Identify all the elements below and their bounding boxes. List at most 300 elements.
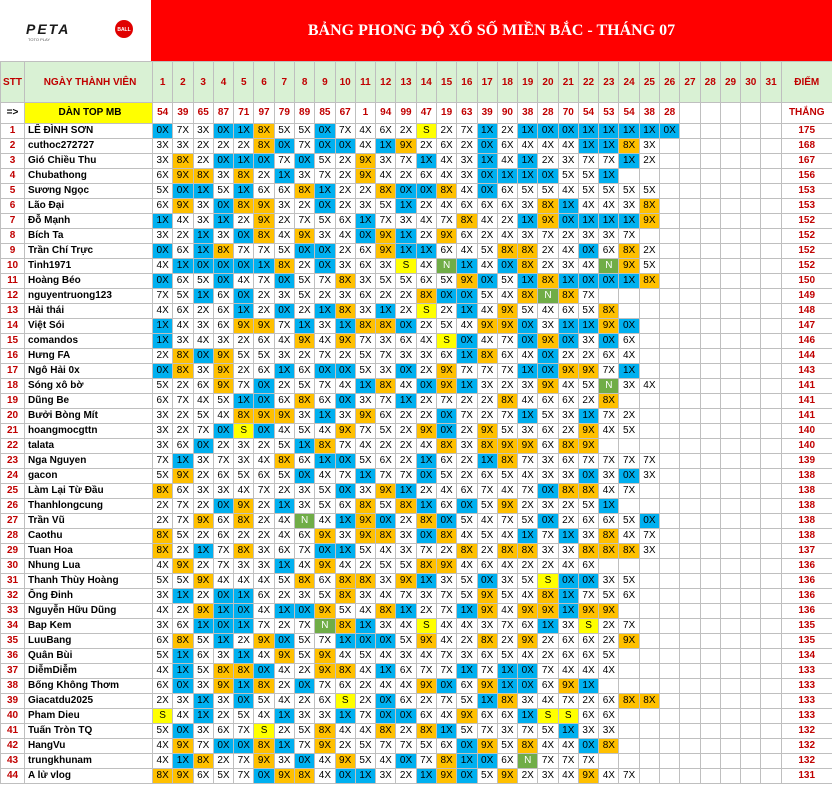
day-cell xyxy=(700,349,720,364)
day-cell: 4X xyxy=(599,484,619,499)
day-cell xyxy=(680,334,700,349)
day-cell: 5X xyxy=(457,724,477,739)
day-cell: 3X xyxy=(558,409,578,424)
day-cell: S xyxy=(396,259,416,274)
day-cell: 2X xyxy=(538,559,558,574)
day-cell: 6X xyxy=(376,124,396,139)
day-cell: 8X xyxy=(436,529,456,544)
day-cell: 4X xyxy=(578,664,598,679)
day-cell: 5X xyxy=(376,559,396,574)
dan-top-number: 71 xyxy=(234,103,254,124)
day-cell: 1X xyxy=(578,409,598,424)
day-cell: 8X xyxy=(294,769,314,784)
day-cell: 5X xyxy=(376,274,396,289)
day-cell: 6X xyxy=(193,769,213,784)
day-cell xyxy=(660,154,680,169)
day-cell: 8X xyxy=(335,619,355,634)
day-cell: 0X xyxy=(213,499,233,514)
day-cell: 5X xyxy=(355,349,375,364)
day-cell xyxy=(680,379,700,394)
day-cell xyxy=(761,184,781,199)
day-cell: 0X xyxy=(457,769,477,784)
day-cell: 7X xyxy=(477,484,497,499)
day-cell xyxy=(639,289,659,304)
member-name: Trần Chí Trực xyxy=(25,244,153,259)
day-cell: 3X xyxy=(213,229,233,244)
day-cell xyxy=(741,394,761,409)
day-cell: 6X xyxy=(294,529,314,544)
day-cell xyxy=(639,364,659,379)
day-cell xyxy=(660,229,680,244)
day-cell xyxy=(741,379,761,394)
day-cell: 2X xyxy=(173,229,193,244)
member-name: Đỗ Mạnh xyxy=(25,214,153,229)
day-cell: 5X xyxy=(335,604,355,619)
row-stt: 33 xyxy=(1,604,25,619)
day-cell xyxy=(720,649,740,664)
day-cell: 2X xyxy=(274,484,294,499)
table-row xyxy=(1,364,832,379)
day-cell: 1X xyxy=(335,514,355,529)
day-cell xyxy=(741,499,761,514)
day-cell xyxy=(700,184,720,199)
day-cell xyxy=(741,274,761,289)
day-cell: 7X xyxy=(355,334,375,349)
day-cell: 2X xyxy=(294,259,314,274)
day-cell: 1X xyxy=(335,634,355,649)
day-cell: 7X xyxy=(396,739,416,754)
day-cell: 5X xyxy=(578,184,598,199)
day-cell: 7X xyxy=(436,394,456,409)
row-score: 153 xyxy=(781,184,832,199)
member-name: Dũng Be xyxy=(25,394,153,409)
day-cell: 3X xyxy=(416,349,436,364)
day-cell xyxy=(639,439,659,454)
col-header-day: 16 xyxy=(457,62,477,103)
day-cell: S xyxy=(416,304,436,319)
day-cell: 6X xyxy=(193,379,213,394)
day-cell: 2X xyxy=(558,229,578,244)
day-cell xyxy=(720,484,740,499)
day-cell: 8X xyxy=(518,544,538,559)
day-cell xyxy=(741,409,761,424)
day-cell: 6X xyxy=(153,634,173,649)
day-cell: 6X xyxy=(558,454,578,469)
day-cell: 1X xyxy=(416,574,436,589)
table-row xyxy=(1,724,832,739)
day-cell: 4X xyxy=(355,724,375,739)
day-cell xyxy=(700,619,720,634)
day-cell xyxy=(680,739,700,754)
day-cell: 5X xyxy=(619,574,639,589)
day-cell: 4X xyxy=(518,469,538,484)
day-cell: 7X xyxy=(599,364,619,379)
row-score: 141 xyxy=(781,394,832,409)
day-cell: 3X xyxy=(376,334,396,349)
day-cell xyxy=(680,619,700,634)
day-cell: 5X xyxy=(376,499,396,514)
day-cell: 8X xyxy=(193,754,213,769)
day-cell: 7X xyxy=(558,694,578,709)
day-cell: 1X xyxy=(173,649,193,664)
day-cell: 8X xyxy=(153,544,173,559)
member-name: LuuBang xyxy=(25,634,153,649)
day-cell xyxy=(720,619,740,634)
day-cell xyxy=(720,319,740,334)
day-cell: 0X xyxy=(497,259,517,274)
row-score: 156 xyxy=(781,169,832,184)
day-cell: 0X xyxy=(538,124,558,139)
day-cell: 7X xyxy=(315,634,335,649)
day-cell xyxy=(720,679,740,694)
day-cell: 3X xyxy=(639,469,659,484)
day-cell xyxy=(680,274,700,289)
day-cell: 0X xyxy=(315,259,335,274)
member-name: Bưởi Bòng Mít xyxy=(25,409,153,424)
col-header-day: 24 xyxy=(619,62,639,103)
day-cell: 7X xyxy=(234,754,254,769)
day-cell: 0X xyxy=(335,364,355,379)
day-cell: 5X xyxy=(153,724,173,739)
day-cell: 7X xyxy=(234,244,254,259)
day-cell: 9X xyxy=(294,229,314,244)
day-cell: 7X xyxy=(376,349,396,364)
day-cell: 1X xyxy=(153,334,173,349)
day-cell: 3X xyxy=(153,154,173,169)
day-cell: 0X xyxy=(477,184,497,199)
day-cell: 7X xyxy=(619,619,639,634)
day-cell: 5X xyxy=(619,514,639,529)
day-cell: 2X xyxy=(396,289,416,304)
day-cell xyxy=(639,229,659,244)
day-cell: 2X xyxy=(234,214,254,229)
member-name: Thanh Thùy Hoàng xyxy=(25,574,153,589)
day-cell: 2X xyxy=(213,139,233,154)
day-cell: 4X xyxy=(335,379,355,394)
day-cell xyxy=(761,589,781,604)
day-cell xyxy=(761,724,781,739)
day-cell: 5X xyxy=(315,589,335,604)
day-cell: 8X xyxy=(153,484,173,499)
day-cell: 6X xyxy=(355,259,375,274)
day-cell xyxy=(761,319,781,334)
day-cell: 6X xyxy=(497,184,517,199)
day-cell: 6X xyxy=(396,664,416,679)
day-cell: 1X xyxy=(457,604,477,619)
day-cell xyxy=(680,514,700,529)
day-cell: 3X xyxy=(193,454,213,469)
day-cell xyxy=(761,334,781,349)
day-cell: 4X xyxy=(254,604,274,619)
day-cell: 0X xyxy=(193,259,213,274)
dan-top-number: 54 xyxy=(619,103,639,124)
day-cell xyxy=(720,604,740,619)
day-cell: 9X xyxy=(315,529,335,544)
day-cell xyxy=(741,244,761,259)
col-header-day: 11 xyxy=(355,62,375,103)
day-cell: 2X xyxy=(294,304,314,319)
day-cell: 1X xyxy=(558,199,578,214)
day-cell: 0X xyxy=(558,574,578,589)
day-cell: 0X xyxy=(477,139,497,154)
day-cell: 9X xyxy=(497,439,517,454)
day-cell xyxy=(741,739,761,754)
day-cell: 7X xyxy=(436,694,456,709)
day-cell xyxy=(639,349,659,364)
day-cell xyxy=(720,424,740,439)
day-cell: 4X xyxy=(153,739,173,754)
day-cell: 2X xyxy=(254,529,274,544)
day-cell: 7X xyxy=(254,619,274,634)
day-cell: 4X xyxy=(538,304,558,319)
day-cell xyxy=(741,484,761,499)
day-cell: S xyxy=(234,424,254,439)
day-cell xyxy=(680,124,700,139)
day-cell: 8X xyxy=(639,199,659,214)
day-cell: 3X xyxy=(234,454,254,469)
dan-top-number: 97 xyxy=(254,103,274,124)
day-cell: N xyxy=(599,379,619,394)
col-header-day: 15 xyxy=(436,62,456,103)
day-cell xyxy=(619,649,639,664)
day-cell: 4X xyxy=(234,274,254,289)
day-cell: 4X xyxy=(558,139,578,154)
day-cell: 6X xyxy=(538,394,558,409)
day-cell: 2X xyxy=(173,379,193,394)
day-cell: 4X xyxy=(355,124,375,139)
day-cell: 1X xyxy=(558,589,578,604)
day-cell: 8X xyxy=(376,319,396,334)
day-cell: 3X xyxy=(518,379,538,394)
day-cell: 4X xyxy=(376,589,396,604)
day-cell: S xyxy=(416,124,436,139)
day-cell: 6X xyxy=(436,244,456,259)
dan-top-number: 94 xyxy=(376,103,396,124)
day-cell: 8X xyxy=(497,694,517,709)
day-cell: 4X xyxy=(234,484,254,499)
day-cell: 7X xyxy=(436,214,456,229)
day-cell: 5X xyxy=(153,574,173,589)
day-cell: 4X xyxy=(254,709,274,724)
day-cell: 0X xyxy=(274,274,294,289)
day-cell: 3X xyxy=(518,694,538,709)
day-cell: 7X xyxy=(497,619,517,634)
day-cell xyxy=(700,604,720,619)
day-cell: 7X xyxy=(639,529,659,544)
day-cell: 6X xyxy=(599,514,619,529)
day-cell: 2X xyxy=(436,544,456,559)
day-cell: 1X xyxy=(173,589,193,604)
day-cell: 2X xyxy=(457,424,477,439)
day-cell: 6X xyxy=(477,199,497,214)
day-cell: 0X xyxy=(173,724,193,739)
row-score: 136 xyxy=(781,559,832,574)
day-cell: 1X xyxy=(558,274,578,289)
day-cell: 5X xyxy=(315,484,335,499)
dan-top-number: 54 xyxy=(578,103,598,124)
day-cell: 3X xyxy=(335,289,355,304)
day-cell: 9X xyxy=(355,169,375,184)
day-cell xyxy=(680,409,700,424)
day-cell: 1X xyxy=(416,499,436,514)
day-cell: 1X xyxy=(234,184,254,199)
day-cell: 2X xyxy=(639,154,659,169)
day-cell: 6X xyxy=(558,304,578,319)
day-cell xyxy=(660,409,680,424)
day-cell: 0X xyxy=(396,709,416,724)
day-cell: 0X xyxy=(457,289,477,304)
day-cell: 1X xyxy=(193,229,213,244)
day-cell: 9X xyxy=(578,769,598,784)
row-score: 140 xyxy=(781,424,832,439)
member-name: Thanhlongcung xyxy=(25,499,153,514)
day-cell: 5X xyxy=(457,589,477,604)
page-title: BẢNG PHONG ĐỘ XỔ SỐ MIỀN BẮC - THÁNG 07 xyxy=(151,0,832,61)
day-cell: 6X xyxy=(355,289,375,304)
day-cell xyxy=(639,664,659,679)
day-cell xyxy=(741,724,761,739)
day-cell: 4X xyxy=(315,754,335,769)
day-cell: 6X xyxy=(213,514,233,529)
day-cell: 0X xyxy=(294,469,314,484)
day-cell: 7X xyxy=(294,214,314,229)
day-cell: 3X xyxy=(294,709,314,724)
day-cell: 5X xyxy=(376,199,396,214)
day-cell xyxy=(700,154,720,169)
day-cell xyxy=(660,754,680,769)
row-score: 141 xyxy=(781,379,832,394)
day-cell: 3X xyxy=(376,154,396,169)
dan-top-number: 39 xyxy=(477,103,497,124)
day-cell: 9X xyxy=(274,649,294,664)
day-cell: 6X xyxy=(436,349,456,364)
day-cell: 4X xyxy=(477,334,497,349)
col-header-day: 22 xyxy=(578,62,598,103)
row-stt: 40 xyxy=(1,709,25,724)
day-cell xyxy=(761,529,781,544)
day-cell: 0X xyxy=(538,514,558,529)
day-cell: 3X xyxy=(396,349,416,364)
day-cell: 2X xyxy=(335,154,355,169)
day-cell: 7X xyxy=(599,154,619,169)
day-cell: 9X xyxy=(578,604,598,619)
day-cell: 3X xyxy=(274,199,294,214)
day-cell: 8X xyxy=(599,739,619,754)
day-cell: S xyxy=(538,709,558,724)
day-cell xyxy=(639,409,659,424)
day-cell: 0X xyxy=(457,739,477,754)
day-cell xyxy=(741,694,761,709)
day-cell: 9X xyxy=(497,319,517,334)
day-cell: 8X xyxy=(335,274,355,289)
day-cell: 7X xyxy=(619,454,639,469)
table-row xyxy=(1,424,832,439)
col-header-day: 7 xyxy=(274,62,294,103)
day-cell: 4X xyxy=(376,679,396,694)
day-cell: 0X xyxy=(213,124,233,139)
day-cell: 4X xyxy=(497,604,517,619)
row-score: 140 xyxy=(781,439,832,454)
dan-top-number: 87 xyxy=(213,103,233,124)
day-cell: 9X xyxy=(173,199,193,214)
day-cell: 9X xyxy=(173,769,193,784)
day-cell: 5X xyxy=(396,274,416,289)
day-cell xyxy=(660,424,680,439)
row-score: 133 xyxy=(781,679,832,694)
day-cell: 4X xyxy=(497,484,517,499)
day-cell: 4X xyxy=(457,619,477,634)
day-cell: 5X xyxy=(518,574,538,589)
row-stt: 41 xyxy=(1,724,25,739)
day-cell: 7X xyxy=(294,619,314,634)
table-row xyxy=(1,199,832,214)
day-cell: 5X xyxy=(477,769,497,784)
day-cell: 4X xyxy=(153,754,173,769)
day-cell: 5X xyxy=(153,649,173,664)
day-cell: 5X xyxy=(294,124,314,139)
day-cell: 8X xyxy=(234,514,254,529)
day-cell: 8X xyxy=(335,664,355,679)
day-cell xyxy=(741,634,761,649)
day-cell: 1X xyxy=(173,664,193,679)
day-cell: 3X xyxy=(538,319,558,334)
day-cell: 8X xyxy=(335,589,355,604)
day-cell: 7X xyxy=(558,754,578,769)
day-cell: 0X xyxy=(477,274,497,289)
day-cell: 8X xyxy=(294,574,314,589)
row-stt: 30 xyxy=(1,559,25,574)
day-cell: 9X xyxy=(234,499,254,514)
day-cell: 1X xyxy=(173,754,193,769)
col-header-day: 20 xyxy=(538,62,558,103)
table-row xyxy=(1,484,832,499)
day-cell: 3X xyxy=(193,484,213,499)
day-cell: 4X xyxy=(558,184,578,199)
day-cell: 9X xyxy=(477,424,497,439)
day-cell: 4X xyxy=(355,664,375,679)
day-cell: 9X xyxy=(173,739,193,754)
day-cell: 7X xyxy=(254,484,274,499)
day-cell xyxy=(761,139,781,154)
peta-logo-icon xyxy=(22,20,134,42)
day-cell xyxy=(680,214,700,229)
day-cell xyxy=(639,589,659,604)
day-cell: 9X xyxy=(457,709,477,724)
day-cell: 2X xyxy=(639,244,659,259)
day-cell xyxy=(700,379,720,394)
day-cell xyxy=(700,259,720,274)
day-cell xyxy=(660,319,680,334)
day-cell: 2X xyxy=(335,199,355,214)
table-row xyxy=(1,349,832,364)
row-score: 146 xyxy=(781,334,832,349)
day-cell xyxy=(680,424,700,439)
day-cell xyxy=(660,349,680,364)
day-cell: 9X xyxy=(436,364,456,379)
day-cell: 4X xyxy=(436,169,456,184)
day-cell xyxy=(761,559,781,574)
day-cell: 4X xyxy=(254,454,274,469)
day-cell xyxy=(761,289,781,304)
day-cell xyxy=(761,409,781,424)
day-cell: 8X xyxy=(335,304,355,319)
day-cell: 2X xyxy=(416,484,436,499)
row-stt: 37 xyxy=(1,664,25,679)
day-cell: 8X xyxy=(578,544,598,559)
row-score: 133 xyxy=(781,694,832,709)
day-cell: 7X xyxy=(315,349,335,364)
day-cell: 8X xyxy=(173,349,193,364)
